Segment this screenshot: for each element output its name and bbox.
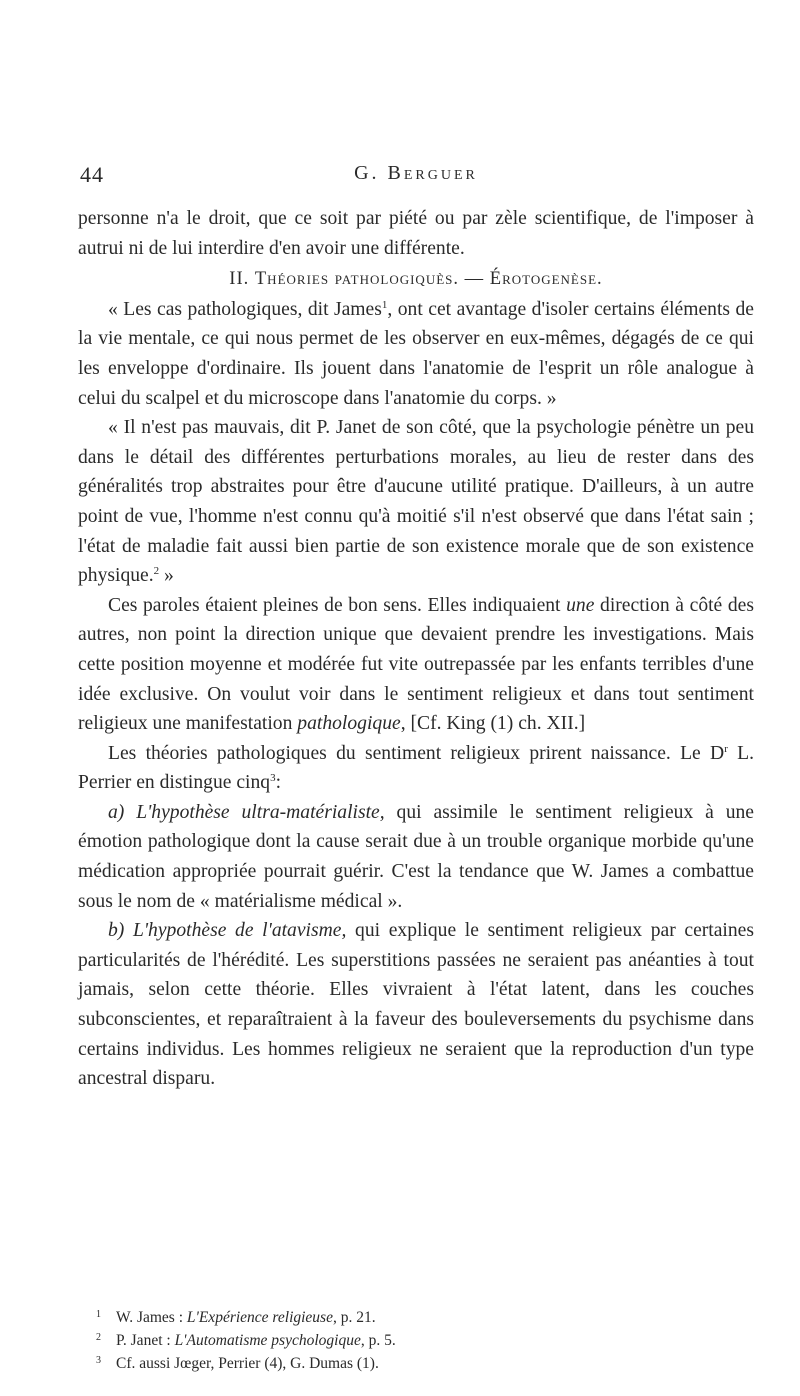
footnote-ref: 3 [270,772,276,785]
list-item: a) L'hypothèse ultra-matérialiste, qui assimile le sentiment religieux à une émotion pathologique dont la cause serait due à un trouble organique morbide qu'une médication appropriée pourrait guérir. C'est la tendance que W. James a combattue sous le nom de « matérialisme médical ». [78,801,754,912]
paragraph: Les théories pathologiques du sentiment religieux prirent naissance. Le $D^r$ L. Perrier en distingue cinq$^3$: [78,742,755,794]
footnotes [96,1305,736,1374]
section-heading: II. Théories pathologiquès. — Érotogenèse. [229,269,603,290]
body-text [78,204,754,1094]
paragraph: Ces paroles étaient pleines de bon sens. Elles indiquaient une direction à côté des autres, non point la direction unique que devaient prendre les investigations. Mais cette position moyenne et modérée fut vite outrepassée par les enfants terribles d'une idée exclusive. On voulut voir dans le sentiment religieux et dans tout sentiment religieux une manifestation pathologique, [Cf. King (1) ch. XII.] [78,594,754,735]
paragraph: personne n'a le droit, que ce soit par piété ou par zèle scientifique, de l'imposer à autrui ni de lui interdire d'en avoir une différente. [78,208,754,259]
running-head: G. Berguer [354,162,478,184]
footnote: 2 P. Janet : L'Automatisme psychologique, p. 5. [96,1332,396,1349]
paragraph: « Les cas pathologiques, dit James$^1$, ont cet avantage d'isoler certains éléments de la vie mentale, ce qui nous permet de les observer en eux-mêmes, dégagés de ce qui les enveloppe d'ordinaire. Ils jouent dans l'anatomie de l'esprit un rôle analogue à celui du scalpel et du microscope dans l'anatomie du corps. » [78,298,754,409]
footnote: 3 Cf. aussi Jœger, Perrier (4), G. Dumas (1). [96,1355,379,1372]
footnote: 1 W. James : L'Expérience religieuse, p. 21. [96,1309,376,1326]
page-header [80,162,752,186]
paragraph: « Il n'est pas mauvais, dit P. Janet de son côté, que la psychologie pénètre un peu dans le détail des différentes perturbations morales, au lieu de rester dans des généralités trop abstraites pour être d'aucune utilité pratique. D'ailleurs, à un autre point de vue, l'homme n'est connu qu'à moitié s'il n'est observé que dans l'état sain ; l'état de maladie fait aussi bien partie de son existence morale que de son existence physique.$^2$ » [78,417,754,587]
page-number: 44 [80,162,104,187]
list-item: b) L'hypothèse de l'atavisme, qui explique le sentiment religieux par certaines particularités de l'hérédité. Les superstitions passées ne seraient pas anéanties à tout jamais, selon cette théorie. Elles vivraient à l'état latent, dans les couches subconscientes, et reparaîtraient à la faveur des bouleversements du psychisme dans certains individus. Les hommes religieux ne seraient que la reproduction d'un type ancestral disparu. [78,920,754,1090]
footnote-ref: 2 [153,565,160,578]
footnote-ref: 1 [381,298,388,311]
